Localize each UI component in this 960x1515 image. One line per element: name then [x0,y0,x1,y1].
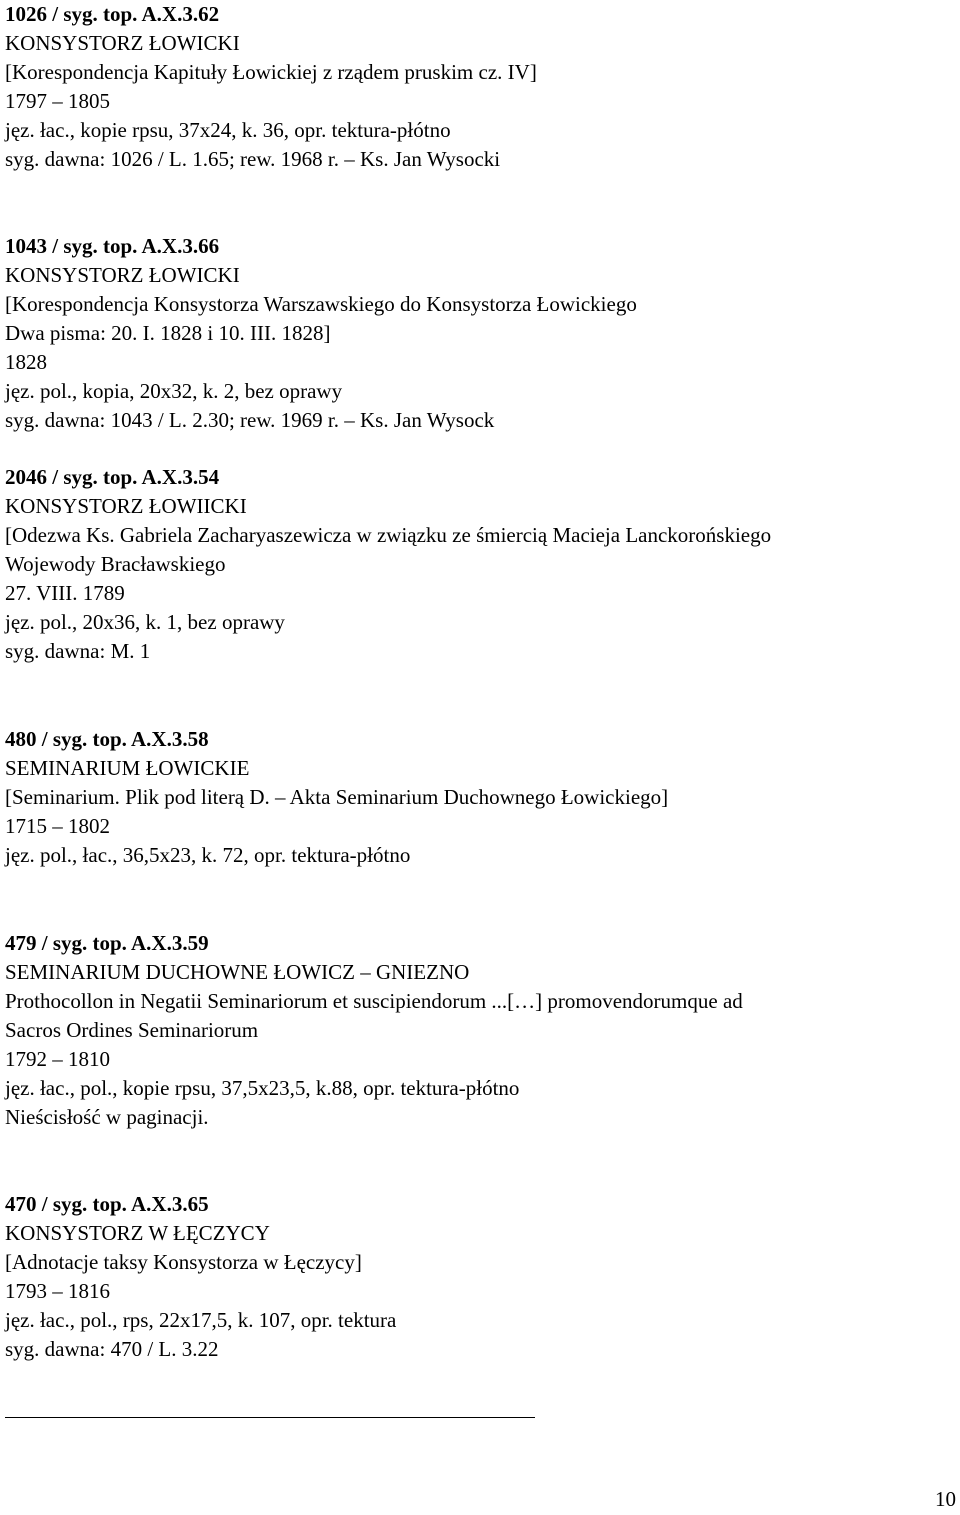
entry-dates: 1797 – 1805 [5,89,110,113]
entry-institution: KONSYSTORZ W ŁĘCZYCY [5,1221,270,1245]
entry-institution: KONSYSTORZ ŁOWIICKI [5,494,247,518]
entry-heading: 1043 / syg. top. A.X.3.66 [5,234,220,258]
entry-note: Nieścisłość w paginacji. [5,1105,209,1129]
entry-dates: 1715 – 1802 [5,814,110,838]
entry-dates: 1793 – 1816 [5,1279,110,1303]
entry-title-continued: Wojewody Bracławskiego [5,552,226,576]
catalog-entry-480 [5,725,955,870]
entry-institution: SEMINARIUM ŁOWICKIE [5,756,250,780]
entry-old-signature: syg. dawna: 470 / L. 3.22 [5,1337,219,1361]
catalog-entry-1026 [5,0,955,174]
entry-title-continued: Dwa pisma: 20. I. 1828 i 10. III. 1828] [5,321,331,345]
entry-heading: 479 / syg. top. A.X.3.59 [5,931,209,955]
entry-institution: KONSYSTORZ ŁOWICKI [5,31,240,55]
footnote-separator-rule [5,1417,535,1418]
entry-heading: 480 / syg. top. A.X.3.58 [5,727,209,751]
page-number: 10 [935,1487,956,1511]
entry-title: [Seminarium. Plik pod literą D. – Akta Seminarium Duchownego Łowickiego] [5,785,669,809]
entry-old-signature: syg. dawna: M. 1 [5,639,151,663]
entry-dates: 1792 – 1810 [5,1047,110,1071]
entry-institution: SEMINARIUM DUCHOWNE ŁOWICZ – GNIEZNO [5,960,470,984]
entry-title: [Korespondencja Kapituły Łowickiej z rządem pruskim cz. IV] [5,60,537,84]
catalog-entry-470 [5,1190,955,1364]
entry-heading: 1026 / syg. top. A.X.3.62 [5,2,220,26]
entry-old-signature: syg. dawna: 1043 / L. 2.30; rew. 1969 r. – Ks. Jan Wysock [5,408,495,432]
catalog-entry-2046 [5,463,955,666]
entry-dates: 1828 [5,350,47,374]
entry-heading: 2046 / syg. top. A.X.3.54 [5,465,220,489]
catalog-entry-479 [5,929,955,1132]
entry-heading: 470 / syg. top. A.X.3.65 [5,1192,209,1216]
entry-description: jęz. łac., kopie rpsu, 37x24, k. 36, opr. tektura-płótno [5,118,451,142]
entry-title: [Korespondencja Konsystorza Warszawskiego do Konsystorza Łowickiego [5,292,637,316]
entry-title-continued: Sacros Ordines Seminariorum [5,1018,259,1042]
entry-old-signature: syg. dawna: 1026 / L. 1.65; rew. 1968 r. – Ks. Jan Wysocki [5,147,501,171]
catalog-entry-1043 [5,232,955,435]
entry-title: [Odezwa Ks. Gabriela Zacharyaszewicza w związku ze śmiercią Macieja Lanckorońskiego [5,523,772,547]
entry-title: [Adnotacje taksy Konsystorza w Łęczycy] [5,1250,362,1274]
entry-description: jęz. pol., łac., 36,5x23, k. 72, opr. tektura-płótno [5,843,411,867]
entry-institution: KONSYSTORZ ŁOWICKI [5,263,240,287]
entry-dates: 27. VIII. 1789 [5,581,125,605]
entry-description: jęz. łac., pol., rps, 22x17,5, k. 107, opr. tektura [5,1308,397,1332]
entry-description: jęz. łac., pol., kopie rpsu, 37,5x23,5, k.88, opr. tektura-płótno [5,1076,520,1100]
entry-description: jęz. pol., kopia, 20x32, k. 2, bez oprawy [5,379,343,403]
entry-title: Prothocollon in Negatii Seminariorum et suscipiendorum ...[…] promovendorumque ad [5,989,743,1013]
entry-description: jęz. pol., 20x36, k. 1, bez oprawy [5,610,285,634]
